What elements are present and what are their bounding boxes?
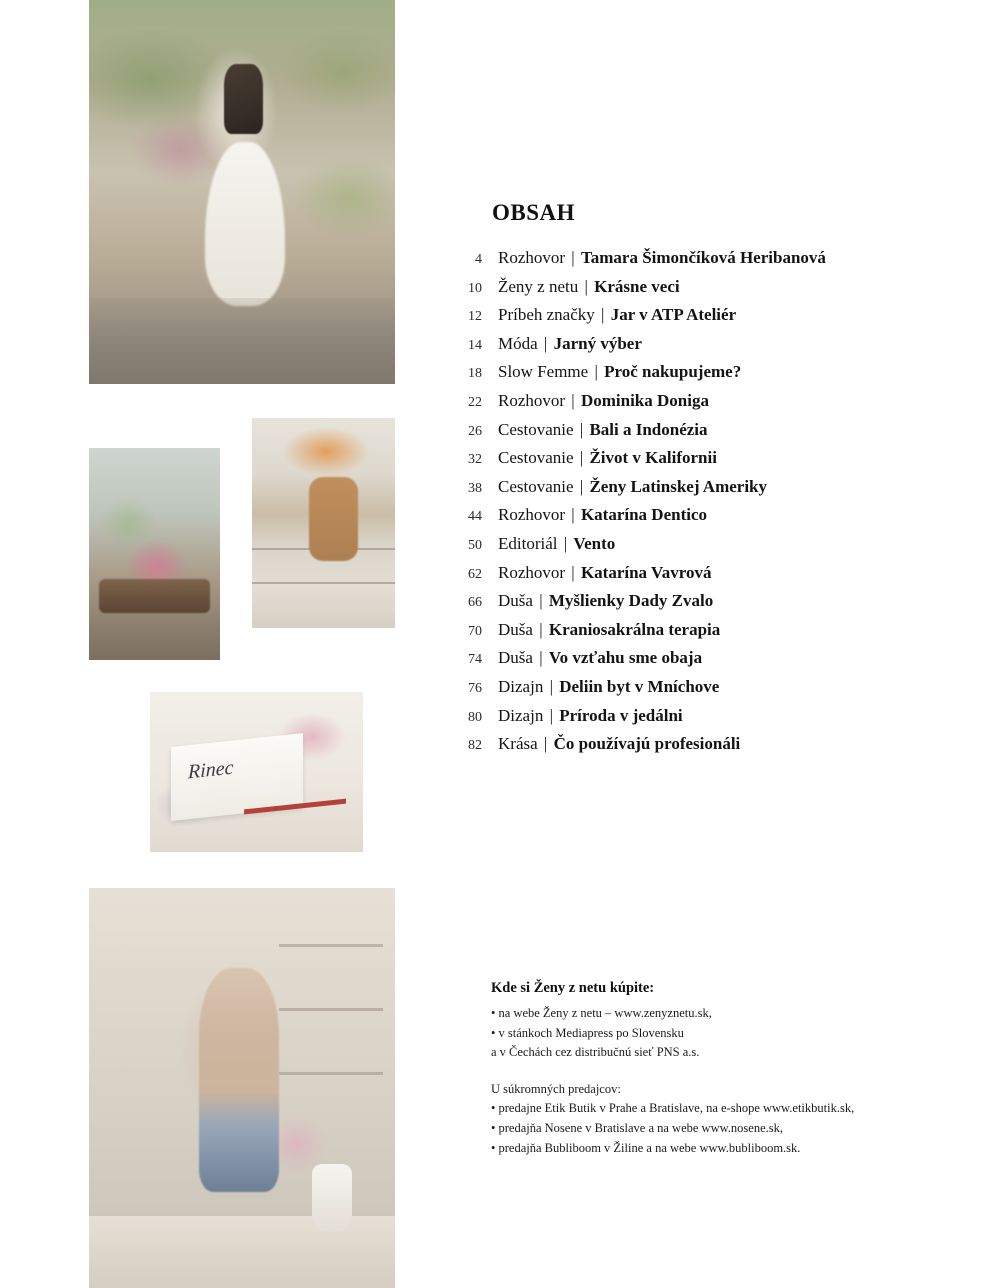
contents-row[interactable]	[444, 391, 914, 413]
contents-category: Rozhovor	[498, 562, 566, 582]
contents-page-number: 80	[468, 709, 482, 725]
contents-category: Duša	[498, 619, 533, 639]
contents-entry	[498, 334, 642, 354]
contents-entry	[498, 534, 615, 554]
contents-separator: |	[571, 248, 575, 267]
contents-page-number: 26	[468, 423, 482, 439]
brand-logo-text: Rinec	[188, 756, 234, 784]
contents-separator: |	[579, 448, 584, 468]
contents-separator: |	[539, 591, 543, 611]
purchase-info-line: • v stánkoch Mediapress po Slovensku	[491, 1025, 684, 1040]
purchase-info-line: a v Čechách cez distribučnú sieť PNS a.s.	[491, 1045, 700, 1060]
contents-page-number: 10	[468, 280, 482, 296]
contents-entry	[498, 734, 740, 754]
contents-category: Cestovanie	[498, 448, 574, 468]
contents-page-number: 50	[468, 537, 482, 553]
contents-list	[444, 248, 914, 756]
contents-row[interactable]	[444, 563, 914, 585]
spacer	[491, 1063, 911, 1080]
table-of-contents	[444, 200, 914, 763]
purchase-info-line: • predajňa Nosene v Bratislave a na webe www.nosene.sk,	[491, 1120, 784, 1135]
contents-article-title: Dominika Doniga	[580, 390, 709, 410]
bouquet-in-hands-photo	[89, 448, 220, 660]
purchase-info-line: • na webe Ženy z netu – www.zenyznetu.sk,	[491, 1006, 712, 1020]
contents-article-title: Život v Kalifornii	[589, 448, 717, 468]
contents-entry	[498, 591, 713, 611]
photo-detail-floor	[89, 298, 395, 384]
purchase-info-line: • predajne Etik Butik v Prahe a Bratislave, na e-shope www.etikbutik.sk,	[491, 1101, 855, 1116]
contents-article-title: Katarína Dentico	[580, 505, 708, 525]
contents-separator: |	[549, 705, 553, 725]
contents-article-title: Príroda v jedálni	[559, 705, 683, 725]
contents-entry	[498, 477, 767, 497]
contents-category: Duša	[498, 648, 533, 668]
purchase-info	[491, 980, 911, 1158]
photo-detail-vest	[224, 64, 264, 134]
florist-shop-woman-photo	[89, 0, 395, 384]
contents-page-number: 14	[468, 337, 482, 353]
jewellery-brand-box-photo	[150, 692, 363, 852]
contents-entry	[498, 677, 719, 697]
purchase-info-title: Kde si Ženy z netu kúpite:	[491, 980, 655, 996]
contents-page-number: 74	[468, 652, 482, 668]
contents-row[interactable]	[444, 648, 914, 670]
contents-separator: |	[549, 676, 553, 696]
photo-detail-shelf	[279, 944, 383, 947]
contents-page-number: 70	[468, 623, 482, 639]
contents-row[interactable]	[444, 591, 914, 613]
contents-page-number: 4	[475, 252, 482, 267]
contents-separator: |	[571, 562, 575, 582]
contents-article-title: Proč nakupujeme?	[604, 362, 742, 382]
contents-row[interactable]	[444, 505, 914, 527]
contents-row[interactable]	[444, 305, 914, 327]
contents-page-number: 22	[468, 394, 482, 410]
contents-row[interactable]	[444, 420, 914, 442]
contents-category: Ženy z netu	[498, 276, 579, 296]
contents-article-title: Jar v ATP Ateliér	[610, 305, 737, 325]
page-title: OBSAH	[492, 200, 576, 225]
contents-row[interactable]	[444, 477, 914, 499]
photo-detail-shelf	[279, 1072, 383, 1075]
photo-detail-counter	[89, 1216, 395, 1288]
contents-category: Cestovanie	[498, 419, 574, 439]
photo-detail-vase	[312, 1164, 352, 1232]
contents-page-number: 62	[468, 566, 482, 582]
contents-page-number: 76	[468, 680, 482, 696]
contents-category: Rozhovor	[498, 390, 566, 410]
contents-separator: |	[539, 619, 543, 639]
photo-detail-dress	[205, 142, 285, 306]
contents-entry	[498, 706, 683, 726]
sandals-on-steps-photo	[252, 418, 395, 628]
purchase-info-line: U súkromných predajcov:	[491, 1081, 621, 1096]
photo-detail-wrap	[99, 579, 209, 613]
contents-row[interactable]	[444, 734, 914, 756]
contents-entry	[498, 563, 711, 583]
contents-separator: |	[539, 648, 543, 668]
contents-page-number: 18	[468, 366, 482, 382]
contents-article-title: Bali a Indonézia	[589, 419, 708, 439]
contents-article-title: Katarína Vavrová	[580, 562, 712, 582]
contents-row[interactable]	[444, 677, 914, 699]
contents-entry	[498, 648, 702, 668]
photo-detail-step	[252, 582, 395, 584]
contents-category: Editoriál	[498, 533, 558, 553]
contents-article-title: Krásne veci	[594, 276, 680, 296]
contents-row[interactable]	[444, 448, 914, 470]
contents-separator: |	[601, 305, 605, 325]
contents-article-title: Vento	[573, 533, 616, 553]
contents-separator: |	[571, 390, 575, 410]
contents-page-number: 44	[468, 509, 482, 525]
contents-entry	[498, 420, 708, 440]
photo-detail-person	[199, 968, 279, 1192]
contents-row[interactable]	[444, 248, 914, 270]
contents-row[interactable]	[444, 334, 914, 356]
contents-separator: |	[594, 362, 598, 382]
woman-in-studio-photo	[89, 888, 395, 1288]
photo-detail-trousers	[309, 477, 358, 561]
contents-entry	[498, 362, 741, 382]
contents-separator: |	[543, 333, 548, 353]
contents-article-title: Čo používajú profesionáli	[553, 734, 741, 754]
contents-entry	[498, 248, 826, 268]
purchase-info-line: • predajňa Bubliboom v Žiline a na webe www.bubliboom.sk.	[491, 1140, 801, 1155]
contents-separator: |	[563, 533, 568, 553]
contents-category: Móda	[498, 333, 538, 353]
contents-row[interactable]	[444, 277, 914, 299]
contents-separator: |	[571, 505, 575, 525]
contents-entry	[498, 448, 717, 468]
contents-page-number: 32	[468, 452, 482, 468]
contents-article-title: Myšlienky Dady Zvalo	[548, 591, 714, 611]
contents-article-title: Deliin byt v Mníchove	[559, 676, 720, 696]
contents-article-title: Kraniosakrálna terapia	[548, 619, 721, 639]
contents-page-number: 82	[468, 738, 482, 754]
contents-entry	[498, 505, 707, 525]
contents-category: Krása	[498, 734, 538, 754]
purchase-info-group-1	[491, 1004, 911, 1063]
contents-separator: |	[579, 419, 584, 439]
contents-category: Dizajn	[498, 705, 544, 725]
contents-page-number: 38	[468, 480, 482, 496]
contents-page-number: 12	[468, 309, 482, 325]
contents-entry	[498, 391, 709, 411]
contents-row[interactable]	[444, 706, 914, 728]
contents-row[interactable]	[444, 620, 914, 642]
contents-category: Príbeh značky	[498, 305, 595, 325]
contents-category: Rozhovor	[498, 505, 566, 525]
contents-entry	[498, 620, 720, 640]
contents-category: Slow Femme	[498, 362, 589, 382]
contents-separator: |	[584, 276, 588, 296]
contents-article-title: Tamara Šimončíková Heribanová	[580, 248, 826, 267]
contents-article-title: Ženy Latinskej Ameriky	[589, 476, 768, 496]
contents-entry	[498, 277, 680, 297]
contents-row[interactable]	[444, 362, 914, 384]
contents-category: Rozhovor	[498, 248, 566, 267]
contents-separator: |	[579, 476, 584, 496]
contents-separator: |	[543, 734, 548, 754]
contents-article-title: Jarný výber	[553, 333, 642, 353]
contents-entry	[498, 305, 736, 325]
contents-article-title: Vo vzťahu sme obaja	[548, 648, 703, 668]
contents-category: Duša	[498, 591, 533, 611]
contents-category: Dizajn	[498, 676, 544, 696]
contents-row[interactable]	[444, 534, 914, 556]
contents-page-number: 66	[468, 595, 482, 611]
purchase-info-group-2	[491, 1080, 911, 1158]
photo-detail-shelf	[279, 1008, 383, 1011]
contents-category: Cestovanie	[498, 476, 574, 496]
